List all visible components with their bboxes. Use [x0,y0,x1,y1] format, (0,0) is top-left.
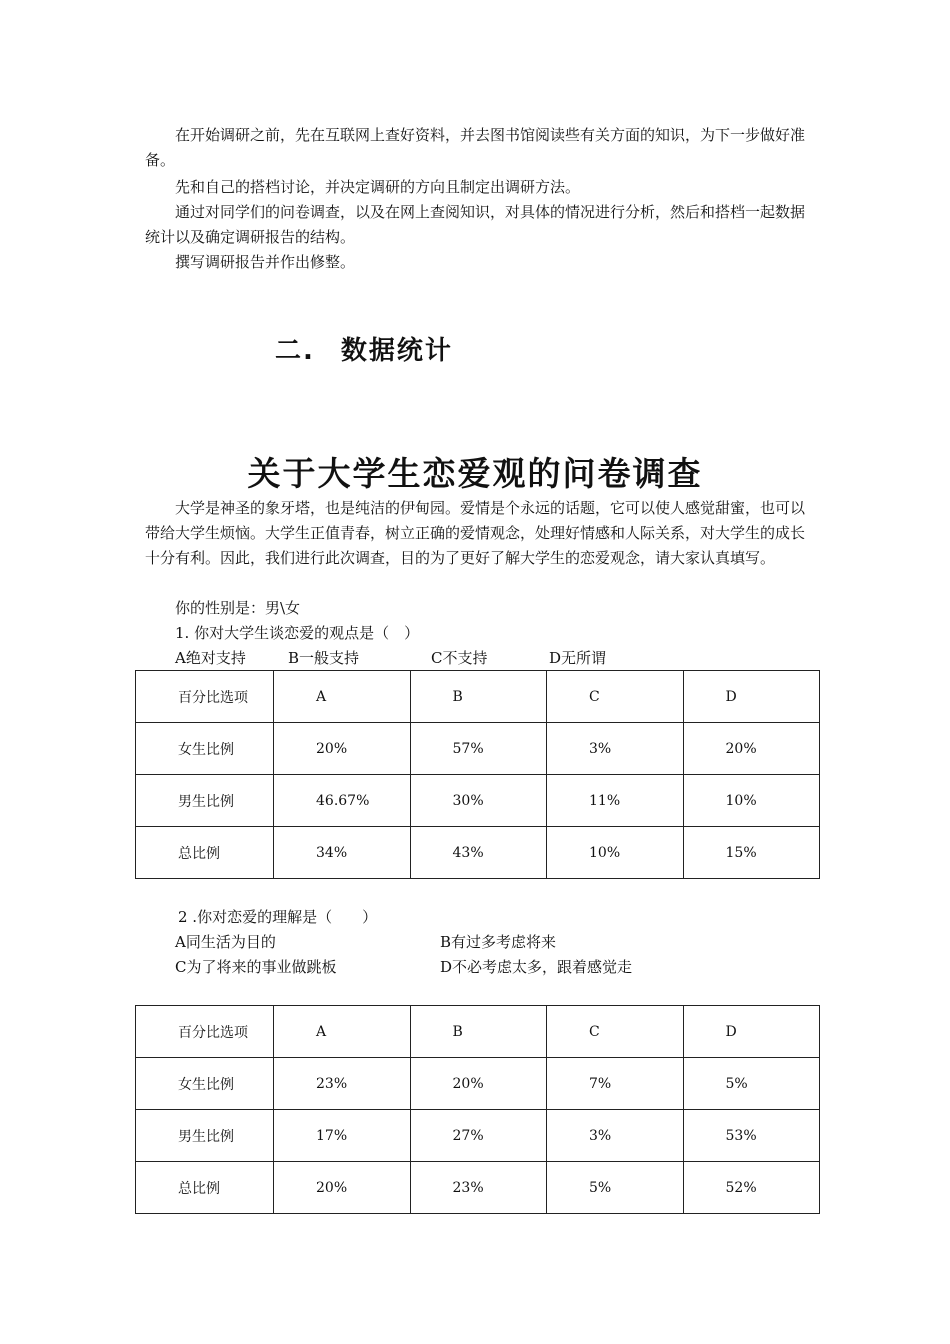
table-cell: 女生比例 [136,1058,274,1110]
table-cell: 43% [410,827,547,879]
table-cell: 15% [683,827,820,879]
table-cell: D [683,1006,820,1058]
survey-intro: 大学是神圣的象牙塔，也是纯洁的伊甸园。爱情是个永远的话题，它可以使人感觉甜蜜，也可以带给大学生烦恼。大学生正值青春，树立正确的爱情观念，处理好情感和人际关系，对大学生的成长十分有利。因此，我们进行此次调查，目的为了更好了解大学生的恋爱观念，请大家认真填写。 [145,499,806,567]
table-header-row [136,1006,820,1058]
survey-title: 关于大学生恋爱观的问卷调查 [247,454,703,493]
q2-option-a: A同生活为目的 [175,933,276,951]
q2-question: 2 .你对恋爱的理解是（ ） [178,908,378,926]
table-cell: 20% [683,723,820,775]
table-cell: 52% [683,1162,820,1214]
section-number: 二. [275,336,315,366]
table-cell: 57% [410,723,547,775]
table-row [136,1058,820,1110]
q2-option-b: B有过多考虑将来 [440,933,557,951]
table-row [136,775,820,827]
q1-option-d: D无所谓 [549,649,607,667]
table-cell: D [683,671,820,723]
table-cell: 11% [547,775,684,827]
table-cell: B [410,1006,547,1058]
table-cell: 17% [274,1110,411,1162]
q1-table [135,670,820,879]
table-cell: C [547,671,684,723]
table-cell: 30% [410,775,547,827]
table-cell: 10% [547,827,684,879]
table-row [136,1162,820,1214]
q1-question: 1. 你对大学生谈恋爱的观点是（ ） [175,624,420,642]
table-cell: 23% [410,1162,547,1214]
table-cell: 5% [547,1162,684,1214]
table-cell: 34% [274,827,411,879]
table-cell: 3% [547,723,684,775]
table-cell: A [274,671,411,723]
q2-option-d: D不必考虑太多，跟着感觉走 [440,958,633,976]
q1-option-c: C不支持 [431,649,488,667]
q1-option-a: A绝对支持 [175,649,246,667]
table-cell: 女生比例 [136,723,274,775]
table-cell: 总比例 [136,827,274,879]
intro-paragraph-3: 通过对同学们的问卷调查，以及在网上查阅知识，对具体的情况进行分析，然后和搭档一起数据统计以及确定调研报告的结构。 [145,203,806,246]
table-cell: 20% [274,723,411,775]
table-cell: 46.67% [274,775,411,827]
table-cell: 7% [547,1058,684,1110]
gender-line: 你的性别是：男\女 [175,599,301,617]
table-cell: 3% [547,1110,684,1162]
table-row [136,723,820,775]
table-cell: 27% [410,1110,547,1162]
table-cell: 男生比例 [136,1110,274,1162]
intro-paragraph-1: 在开始调研之前，先在互联网上查好资料，并去图书馆阅读些有关方面的知识，为下一步做好准备。 [145,126,806,169]
table-row [136,827,820,879]
table-row [136,1110,820,1162]
section-heading [275,330,453,367]
section-title: 数据统计 [340,336,453,366]
table-cell: A [274,1006,411,1058]
table-cell: 总比例 [136,1162,274,1214]
table-cell: 23% [274,1058,411,1110]
table-cell: 百分比选项 [136,1006,274,1058]
table-cell: C [547,1006,684,1058]
intro-paragraph-2: 先和自己的搭档讨论，并决定调研的方向且制定出调研方法。 [175,178,581,196]
q1-option-b: B一般支持 [288,649,360,667]
table-cell: 百分比选项 [136,671,274,723]
table-cell: 20% [410,1058,547,1110]
table-cell: 20% [274,1162,411,1214]
intro-paragraph-4: 撰写调研报告并作出修整。 [175,253,356,271]
table-cell: 53% [683,1110,820,1162]
table-header-row [136,671,820,723]
q2-option-c: C为了将来的事业做跳板 [175,958,337,976]
table-cell: 5% [683,1058,820,1110]
table-cell: B [410,671,547,723]
table-cell: 10% [683,775,820,827]
table-cell: 男生比例 [136,775,274,827]
q2-table [135,1005,820,1214]
